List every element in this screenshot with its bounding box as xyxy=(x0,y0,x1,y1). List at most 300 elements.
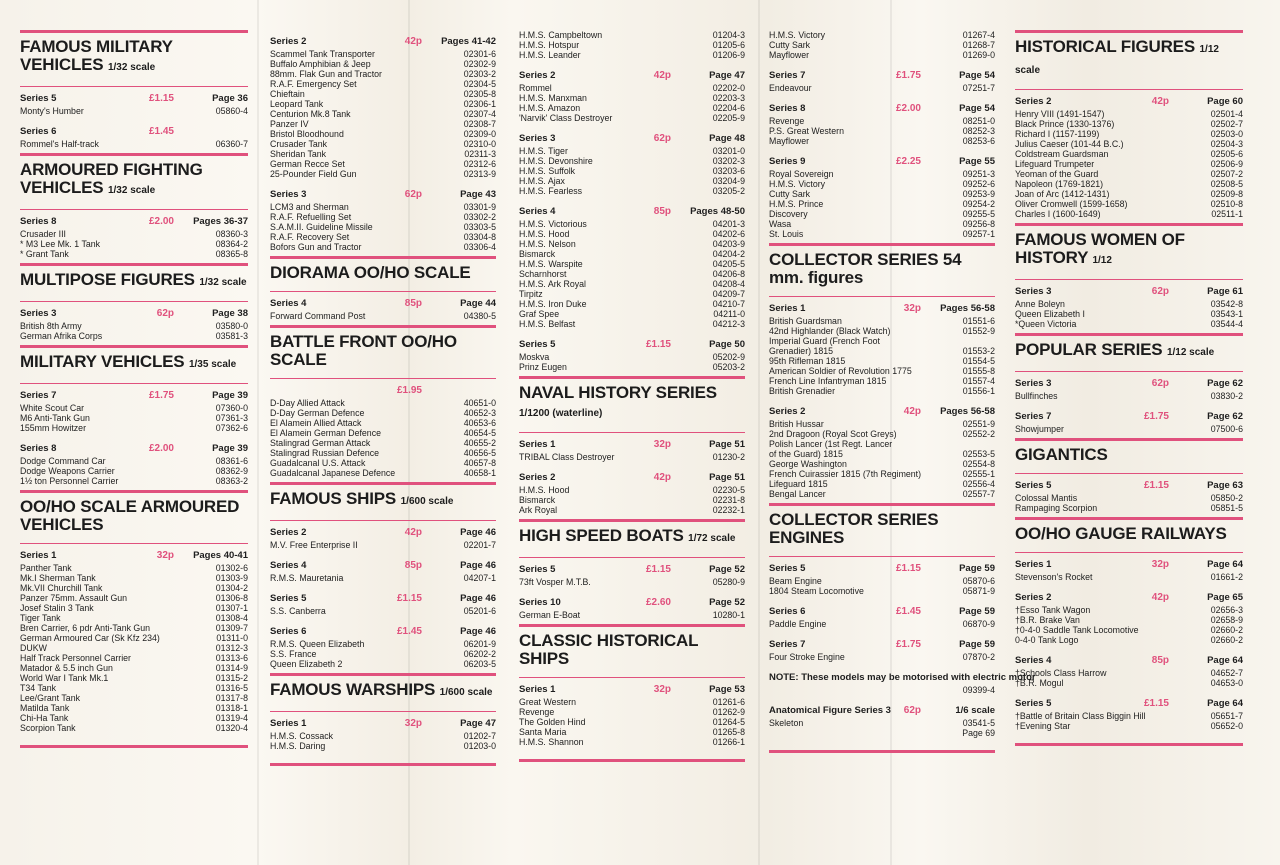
catalogue-item xyxy=(519,166,745,176)
catalogue-section xyxy=(270,482,496,673)
item-name: Discovery xyxy=(769,209,808,219)
series-name: Series 8 xyxy=(769,103,806,114)
item-name: of the Guard) 1815 xyxy=(769,449,843,459)
catalogue-item xyxy=(769,685,995,695)
item-code: 08252-3 xyxy=(962,126,995,136)
item-name: Guadalcanal U.S. Attack xyxy=(270,458,366,468)
spacer xyxy=(769,662,995,666)
series-price: £1.45 xyxy=(895,606,921,617)
section-title-rule xyxy=(270,291,496,292)
catalogue-item xyxy=(519,452,745,462)
catalogue-item xyxy=(270,741,496,751)
item-name: Matilda Tank xyxy=(20,703,70,713)
series-name: Series 3 xyxy=(270,189,307,200)
catalogue-item xyxy=(20,229,248,239)
item-code: 02508-5 xyxy=(1210,179,1243,189)
catalogue-item xyxy=(519,707,745,717)
spacer xyxy=(1015,645,1243,649)
section-title-text: COLLECTOR SERIES 54 mm. figures xyxy=(769,250,962,287)
item-name: 'Narvik' Class Destroyer xyxy=(519,113,613,123)
spacer xyxy=(1015,688,1243,692)
item-name: British 8th Army xyxy=(20,321,82,331)
item-code: 02205-9 xyxy=(712,113,745,123)
item-name: Stevenson's Rocket xyxy=(1015,572,1093,582)
catalogue-item xyxy=(519,83,745,93)
catalogue-item xyxy=(769,30,995,40)
series-pages: Pages 56-58 xyxy=(940,406,995,417)
series-price: 32p xyxy=(404,718,422,729)
item-code: 02552-2 xyxy=(962,429,995,439)
series-price: £2.60 xyxy=(645,597,671,608)
spacer xyxy=(20,433,248,437)
item-name: Queen Elizabeth I xyxy=(1015,309,1085,319)
series-price: £1.15 xyxy=(396,593,422,604)
item-code: 03301-9 xyxy=(463,202,496,212)
catalogue-item xyxy=(20,623,248,633)
series-name: Series 2 xyxy=(769,406,806,417)
catalogue-item xyxy=(1015,493,1243,503)
item-code: 03205-2 xyxy=(712,186,745,196)
spacer xyxy=(769,93,995,97)
item-name: Crusader III xyxy=(20,229,66,239)
series-pages: Page 60 xyxy=(1207,96,1243,107)
series-price: £1.15 xyxy=(1143,480,1169,491)
catalogue-item xyxy=(20,563,248,573)
item-code: 02504-3 xyxy=(1210,139,1243,149)
series-row xyxy=(270,189,496,202)
series-row xyxy=(20,93,248,106)
item-code: 01557-4 xyxy=(962,376,995,386)
catalogue-item xyxy=(769,429,995,439)
catalogue-item xyxy=(769,489,995,499)
item-code: 02509-8 xyxy=(1210,189,1243,199)
series-row xyxy=(20,550,248,563)
section-title-rule xyxy=(1015,552,1243,553)
item-code: 03580-0 xyxy=(215,321,248,331)
item-code: 07362-6 xyxy=(215,423,248,433)
item-name: R.M.S. Mauretania xyxy=(270,573,344,583)
series-row xyxy=(519,439,745,452)
item-name: *Queen Victoria xyxy=(1015,319,1077,329)
item-name: S.S. Canberra xyxy=(270,606,326,616)
item-name: Dodge Weapons Carrier xyxy=(20,466,115,476)
series-pages: Page 39 xyxy=(212,443,248,454)
catalogue-item xyxy=(20,476,248,486)
catalogue-item xyxy=(769,50,995,60)
item-name: S.A.M.II. Guideline Missile xyxy=(270,222,373,232)
series-price: £1.15 xyxy=(895,563,921,574)
item-name: Buffalo Amphibian & Jeep xyxy=(270,59,371,69)
item-name: Richard I (1157-1199) xyxy=(1015,129,1100,139)
item-name: Paddle Engine xyxy=(769,619,827,629)
series-name: Series 1 xyxy=(769,303,806,314)
section-title-rule xyxy=(20,543,248,544)
catalogue-item xyxy=(769,419,995,429)
item-name: 2nd Dragoon (Royal Scot Greys) xyxy=(769,429,897,439)
item-name: Panzer 75mm. Assault Gun xyxy=(20,593,128,603)
series-row xyxy=(270,298,496,311)
item-name: French Cuirassier 1815 (7th Regiment) xyxy=(769,469,922,479)
series-name: Series 8 xyxy=(20,216,57,227)
catalogue-item xyxy=(270,212,496,222)
section-title-text: FAMOUS WARSHIPS xyxy=(270,680,436,699)
item-name: H.M.S. Ajax xyxy=(519,176,565,186)
item-code: 04652-7 xyxy=(1210,668,1243,678)
section-title-rule xyxy=(769,296,995,297)
catalogue-item xyxy=(519,309,745,319)
series-name: NOTE: These models may be motorised with electric motor xyxy=(769,672,1036,683)
catalogue-item xyxy=(270,89,496,99)
catalogue-item xyxy=(769,479,995,489)
item-code: 01313-6 xyxy=(215,653,248,663)
series-row xyxy=(270,560,496,573)
catalogue-column xyxy=(20,30,248,748)
item-code: 01556-1 xyxy=(962,386,995,396)
item-name: H.M.S. Campbeltown xyxy=(519,30,603,40)
item-name: German Afrika Corps xyxy=(20,331,103,341)
catalogue-item xyxy=(769,718,995,728)
item-code: 02502-7 xyxy=(1210,119,1243,129)
spacer xyxy=(270,179,496,183)
catalogue-item xyxy=(270,242,496,252)
item-name: †B.R. Mogul xyxy=(1015,678,1064,688)
series-name: Series 2 xyxy=(270,36,307,47)
series-price: 42p xyxy=(653,70,671,81)
item-code: 08360-3 xyxy=(215,229,248,239)
item-code: 08253-6 xyxy=(962,136,995,146)
series-price: 42p xyxy=(404,527,422,538)
catalogue-section xyxy=(519,624,745,751)
series-price: £2.00 xyxy=(148,216,174,227)
section-title xyxy=(270,485,496,514)
item-name: Panther Tank xyxy=(20,563,72,573)
section-title xyxy=(1015,33,1243,83)
item-name: Julius Caeser (101-44 B.C.) xyxy=(1015,139,1124,149)
section-title-rule xyxy=(519,677,745,678)
series-row xyxy=(1015,480,1243,493)
section-title xyxy=(769,246,995,290)
item-name: Rampaging Scorpion xyxy=(1015,503,1098,513)
item-name: Charles I (1600-1649) xyxy=(1015,209,1101,219)
catalogue-item xyxy=(270,540,496,550)
series-price: 32p xyxy=(156,550,174,561)
section-title-rule xyxy=(270,378,496,379)
item-code: 02505-6 xyxy=(1210,149,1243,159)
catalogue-item xyxy=(1015,309,1243,319)
column-bottom-rule xyxy=(270,763,496,766)
catalogue-item xyxy=(519,717,745,727)
catalogue-item xyxy=(270,222,496,232)
item-name: Mk.I Sherman Tank xyxy=(20,573,96,583)
section-title-text: HISTORICAL FIGURES xyxy=(1015,37,1195,56)
series-price: 42p xyxy=(1151,592,1169,603)
catalogue-section xyxy=(270,673,496,755)
item-name: M.V. Free Enterprise II xyxy=(270,540,358,550)
series-row xyxy=(769,563,995,576)
item-name: H.M.S. Fearless xyxy=(519,186,583,196)
series-name: Series 5 xyxy=(1015,698,1052,709)
spacer xyxy=(519,462,745,466)
catalogue-item xyxy=(519,279,745,289)
catalogue-item xyxy=(769,326,995,336)
item-code: 03581-3 xyxy=(215,331,248,341)
catalogue-item xyxy=(1015,189,1243,199)
item-name: Colossal Mantis xyxy=(1015,493,1078,503)
section-title xyxy=(519,379,745,426)
series-row xyxy=(769,672,1036,685)
series-row xyxy=(769,606,995,619)
catalogue-item xyxy=(270,59,496,69)
item-code: 02656-3 xyxy=(1210,605,1243,615)
item-name: Matador & 5.5 inch Gun xyxy=(20,663,113,673)
series-price: 85p xyxy=(404,298,422,309)
catalogue-item xyxy=(519,229,745,239)
series-pages: Page 47 xyxy=(709,70,745,81)
catalogue-section xyxy=(1015,438,1243,517)
section-scale: 1/600 scale xyxy=(400,496,454,507)
item-name: Stalingrad German Attack xyxy=(270,438,371,448)
series-price: £1.75 xyxy=(895,70,921,81)
catalogue-item xyxy=(20,413,248,423)
item-code: Page 69 xyxy=(962,728,995,738)
item-code: 05203-2 xyxy=(712,362,745,372)
item-name: Josef Stalin 3 Tank xyxy=(20,603,94,613)
series-name: Series 4 xyxy=(270,298,307,309)
item-code: 01302-6 xyxy=(215,563,248,573)
item-code: 01317-8 xyxy=(215,693,248,703)
series-pages: Page 50 xyxy=(709,339,745,350)
item-code: 02553-5 xyxy=(962,449,995,459)
item-name: George Washington xyxy=(769,459,847,469)
catalogue-section xyxy=(519,30,745,376)
item-code: 01230-2 xyxy=(712,452,745,462)
catalogue-section xyxy=(20,345,248,490)
catalogue-item xyxy=(20,139,248,149)
item-code: 02658-9 xyxy=(1210,615,1243,625)
item-name: Napoleon (1769-1821) xyxy=(1015,179,1104,189)
catalogue-item xyxy=(20,673,248,683)
item-name: H.M.S. Suffolk xyxy=(519,166,576,176)
catalogue-item xyxy=(20,239,248,249)
item-name: British Guardsman xyxy=(769,316,842,326)
series-name: Series 1 xyxy=(270,718,307,729)
series-row xyxy=(519,472,745,485)
catalogue-item xyxy=(769,586,995,596)
item-name: D-Day Allied Attack xyxy=(270,398,345,408)
series-row xyxy=(519,564,745,577)
item-name: Bren Carrier, 6 pdr Anti-Tank Gun xyxy=(20,623,151,633)
item-name: Showjumper xyxy=(1015,424,1064,434)
item-name: H.M.S. Warspite xyxy=(519,259,583,269)
series-row xyxy=(20,443,248,456)
catalogue-item xyxy=(20,466,248,476)
item-code: 40652-3 xyxy=(463,408,496,418)
series-price: 62p xyxy=(404,189,422,200)
catalogue-section xyxy=(519,376,745,519)
series-pages: Pages 36-37 xyxy=(193,216,248,227)
item-name: Lee/Grant Tank xyxy=(20,693,80,703)
spacer xyxy=(769,738,995,742)
series-price: 32p xyxy=(653,439,671,450)
catalogue-item xyxy=(519,93,745,103)
catalogue-item xyxy=(270,119,496,129)
spacer xyxy=(1015,731,1243,735)
item-code: 09254-2 xyxy=(962,199,995,209)
catalogue-item xyxy=(769,469,995,479)
section-scale: 1/1200 (waterline) xyxy=(519,408,603,419)
series-pages: Page 52 xyxy=(709,564,745,575)
series-row xyxy=(769,406,995,419)
item-code: 01202-7 xyxy=(463,731,496,741)
catalogue-section xyxy=(20,153,248,263)
item-code: 01308-4 xyxy=(215,613,248,623)
catalogue-item xyxy=(1015,572,1243,582)
item-code: 02230-5 xyxy=(712,485,745,495)
section-title-text: OO/HO GAUGE RAILWAYS xyxy=(1015,524,1227,543)
series-row xyxy=(519,206,745,219)
item-name: R.A.F. Emergency Set xyxy=(270,79,357,89)
item-code: 09253-9 xyxy=(962,189,995,199)
section-title xyxy=(1015,520,1243,546)
series-row xyxy=(270,626,496,639)
catalogue-item xyxy=(1015,209,1243,219)
catalogue-section xyxy=(1015,30,1243,223)
series-price: £1.45 xyxy=(148,126,174,137)
series-pages: Page 64 xyxy=(1207,559,1243,570)
catalogue-item xyxy=(20,249,248,259)
catalogue-item xyxy=(769,83,995,93)
item-code: 05871-9 xyxy=(962,586,995,596)
item-code: 02304-5 xyxy=(463,79,496,89)
item-code: 04204-2 xyxy=(712,249,745,259)
item-code: 05652-0 xyxy=(1210,721,1243,731)
section-title xyxy=(1015,441,1243,467)
series-row xyxy=(769,70,995,83)
item-name: Bristol Bloodhound xyxy=(270,129,344,139)
section-scale: 1/32 scale xyxy=(107,185,156,196)
series-row xyxy=(519,70,745,83)
item-name: Scharnhorst xyxy=(519,269,567,279)
item-code: 05202-9 xyxy=(712,352,745,362)
series-name: Series 1 xyxy=(519,439,556,450)
item-code: 08363-2 xyxy=(215,476,248,486)
section-title-rule xyxy=(1015,279,1243,280)
series-row xyxy=(1015,96,1243,109)
catalogue-section xyxy=(1015,223,1243,333)
catalogue-item xyxy=(20,713,248,723)
catalogue-item xyxy=(270,149,496,159)
catalogue-item xyxy=(1015,139,1243,149)
spacer xyxy=(1015,582,1243,586)
item-code: 01268-7 xyxy=(962,40,995,50)
item-name: Sheridan Tank xyxy=(270,149,327,159)
item-name: Polish Lancer (1st Regt. Lancer xyxy=(769,439,893,449)
section-title xyxy=(519,627,745,671)
section-title-rule xyxy=(20,383,248,384)
item-code: 01262-9 xyxy=(712,707,745,717)
series-pages: Pages 56-58 xyxy=(940,303,995,314)
series-price: 42p xyxy=(1151,96,1169,107)
item-code: 02660-2 xyxy=(1210,625,1243,635)
item-name: World War I Tank Mk.1 xyxy=(20,673,109,683)
section-title-text: ARMOURED FIGHTING VEHICLES xyxy=(20,160,203,197)
series-name: Series 7 xyxy=(1015,411,1052,422)
catalogue-item xyxy=(270,438,496,448)
series-name: Series 1 xyxy=(519,684,556,695)
catalogue-item xyxy=(1015,199,1243,209)
catalogue-item xyxy=(1015,711,1243,721)
item-name: Bullfinches xyxy=(1015,391,1058,401)
item-name: R.A.F. Refuelling Set xyxy=(270,212,352,222)
item-code: 02203-3 xyxy=(712,93,745,103)
catalogue-item xyxy=(519,505,745,515)
catalogue-item xyxy=(769,336,995,346)
series-pages: Page 52 xyxy=(709,597,745,608)
spacer xyxy=(270,550,496,554)
spacer xyxy=(20,116,248,120)
catalogue-item xyxy=(270,232,496,242)
item-name: Mk.VII Churchill Tank xyxy=(20,583,103,593)
item-code: 01206-9 xyxy=(712,50,745,60)
item-code: 02660-2 xyxy=(1210,635,1243,645)
series-name: Series 3 xyxy=(519,133,556,144)
item-name: Tiger Tank xyxy=(20,613,61,623)
item-name: H.M.S. Leander xyxy=(519,50,581,60)
series-name: Series 3 xyxy=(1015,378,1052,389)
item-name: Rommel's Half-track xyxy=(20,139,99,149)
spacer xyxy=(519,329,745,333)
catalogue-item xyxy=(1015,391,1243,401)
item-code: 40657-8 xyxy=(463,458,496,468)
catalogue-item xyxy=(1015,424,1243,434)
catalogue-item xyxy=(270,659,496,669)
item-name: Tirpitz xyxy=(519,289,543,299)
item-name: †0-4-0 Saddle Tank Locomotive xyxy=(1015,625,1139,635)
catalogue-item xyxy=(270,129,496,139)
item-name: Chieftain xyxy=(270,89,305,99)
series-price: 85p xyxy=(1151,655,1169,666)
item-name: S.S. France xyxy=(270,649,317,659)
series-pages: Page 62 xyxy=(1207,411,1243,422)
item-name: H.M.S. Ark Royal xyxy=(519,279,586,289)
item-name: 25-Pounder Field Gun xyxy=(270,169,357,179)
catalogue-section xyxy=(270,325,496,482)
series-name: Series 3 xyxy=(20,308,57,319)
item-name: Lifeguard 1815 xyxy=(769,479,828,489)
series-price: £1.75 xyxy=(148,390,174,401)
item-code: 05860-4 xyxy=(215,106,248,116)
item-code: 01205-6 xyxy=(712,40,745,50)
item-code: 02232-1 xyxy=(712,505,745,515)
item-code: 10280-1 xyxy=(712,610,745,620)
section-title-rule xyxy=(270,711,496,712)
item-code: 02231-8 xyxy=(712,495,745,505)
series-row xyxy=(769,705,995,718)
catalogue-item xyxy=(1015,605,1243,615)
catalogue-item xyxy=(769,169,995,179)
item-name: Crusader Tank xyxy=(270,139,328,149)
item-code: 04207-1 xyxy=(463,573,496,583)
item-code: 06201-9 xyxy=(463,639,496,649)
item-code: 09251-3 xyxy=(962,169,995,179)
item-name: German Recce Set xyxy=(270,159,345,169)
item-code: 07500-6 xyxy=(1210,424,1243,434)
fold-line xyxy=(758,0,760,865)
section-title-text: POPULAR SERIES xyxy=(1015,340,1163,359)
series-price: 42p xyxy=(653,472,671,483)
item-code: 01311-0 xyxy=(216,633,248,643)
item-code: 08364-2 xyxy=(215,239,248,249)
